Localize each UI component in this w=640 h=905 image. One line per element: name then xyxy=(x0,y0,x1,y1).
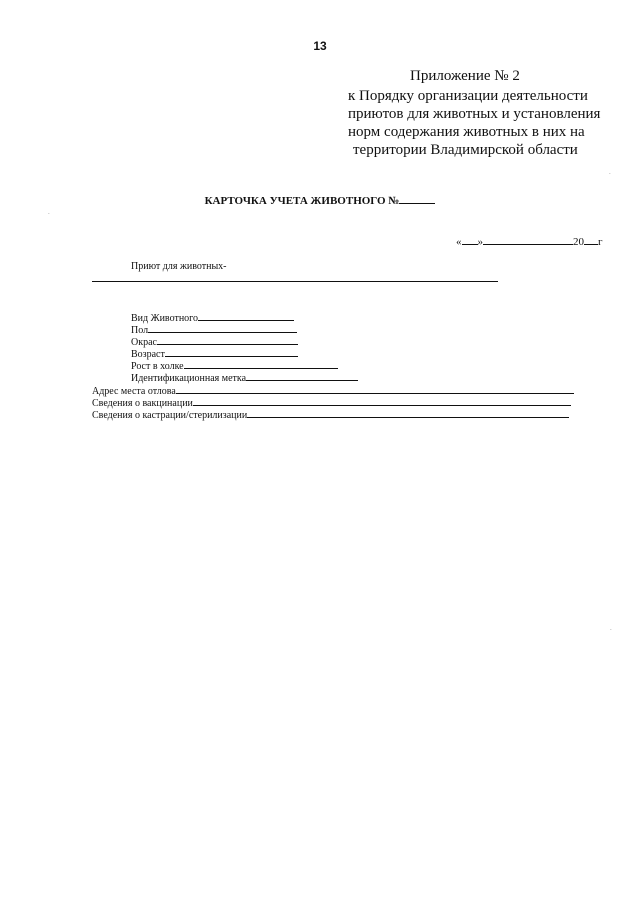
appendix-line-3: приютов для животных и установления xyxy=(348,106,601,122)
scan-speck: . xyxy=(610,624,612,632)
card-number-blank xyxy=(399,192,435,204)
field-age-blank xyxy=(165,347,298,357)
shelter-underline xyxy=(92,281,498,282)
scan-speck: . xyxy=(48,208,50,216)
appendix-line-2: к Порядку организации деятельности xyxy=(348,88,588,104)
field-id-mark-label: Идентификационная метка xyxy=(131,373,247,384)
date-line xyxy=(456,233,603,248)
field-id-mark xyxy=(131,371,358,385)
page-number: 13 xyxy=(313,39,327,53)
field-species-blank xyxy=(198,311,294,321)
appendix-line-5: территории Владимирской области xyxy=(353,142,578,158)
field-capture-address-label: Адрес места отлова xyxy=(92,386,176,397)
shelter-label: Приют для животных- xyxy=(131,261,227,272)
appendix-line-4: норм содержания животных в них на xyxy=(348,124,585,140)
day-blank xyxy=(462,233,478,245)
field-height-label: Рост в холке xyxy=(131,361,184,372)
field-species-label: Вид Животного xyxy=(131,313,199,324)
field-height-blank xyxy=(184,359,338,369)
card-title xyxy=(0,192,640,207)
scan-speck: . xyxy=(609,168,611,176)
field-color-blank xyxy=(157,335,298,345)
card-title-text: КАРТОЧКА УЧЕТА ЖИВОТНОГО № xyxy=(204,195,400,207)
appendix-line-1: Приложение № 2 xyxy=(410,68,520,84)
field-sterilization xyxy=(92,408,569,422)
date-close-quote: » xyxy=(477,236,483,248)
year-prefix: 20 xyxy=(573,236,584,248)
year-suffix: г xyxy=(598,236,603,248)
field-capture-address-blank xyxy=(176,384,574,394)
field-sex-label: Пол xyxy=(131,325,149,336)
field-sterilization-blank xyxy=(247,408,569,418)
field-sex-blank xyxy=(148,323,297,333)
date-open-quote: « xyxy=(456,236,462,248)
field-color-label: Окрас xyxy=(131,337,157,348)
field-age-label: Возраст xyxy=(131,349,165,360)
year-blank xyxy=(584,233,598,245)
field-vaccination-blank xyxy=(193,396,571,406)
field-id-mark-blank xyxy=(246,371,358,381)
field-vaccination-label: Сведения о вакцинации xyxy=(92,398,193,409)
field-sterilization-label: Сведения о кастрации/стерилизации xyxy=(92,410,248,421)
month-blank xyxy=(483,233,573,245)
